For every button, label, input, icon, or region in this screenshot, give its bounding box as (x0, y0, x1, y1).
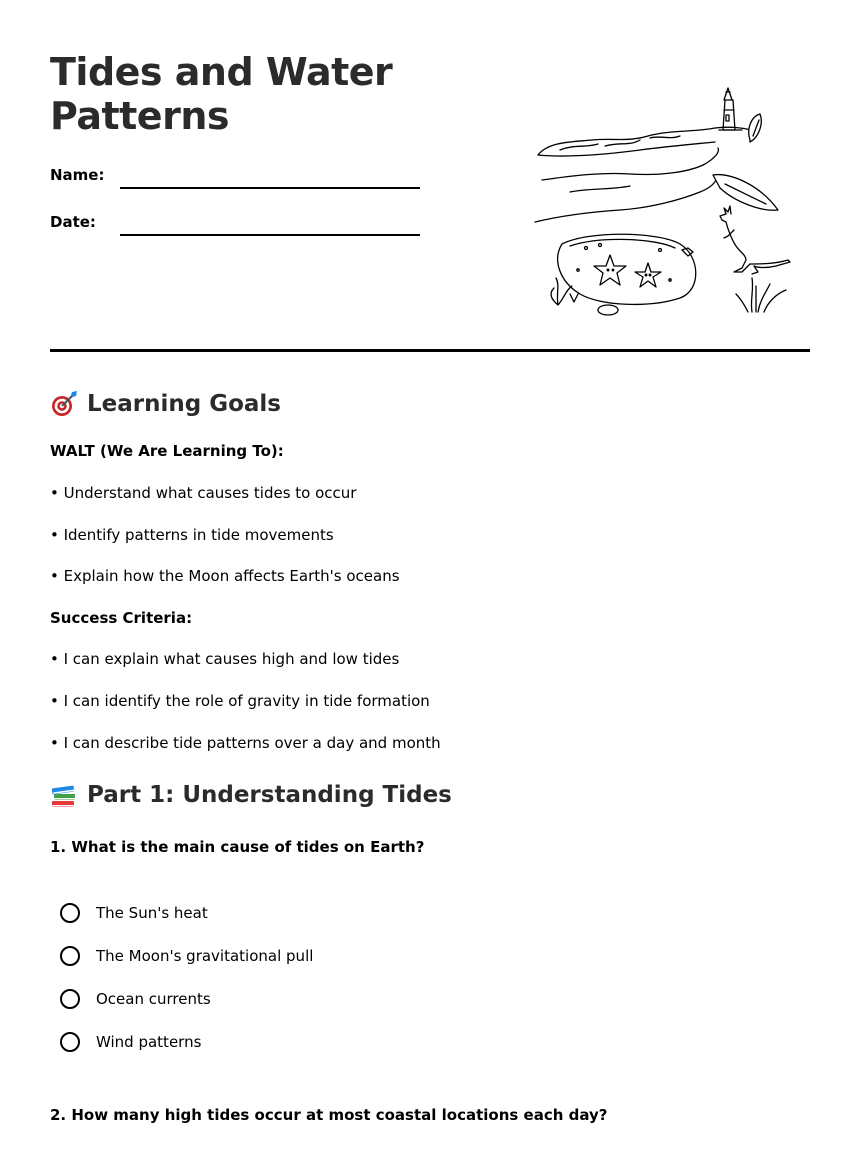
question-1-text: 1. What is the main cause of tides on Earth? (50, 838, 425, 856)
question-1-option[interactable] (60, 1030, 201, 1054)
name-label: Name: (50, 166, 105, 184)
success-criteria-label: Success Criteria: (50, 609, 193, 627)
learning-goals-heading (50, 390, 281, 418)
learning-goals-title: Learning Goals (87, 391, 281, 417)
radio-button[interactable] (60, 946, 80, 966)
question-1-option[interactable] (60, 901, 208, 925)
radio-button[interactable] (60, 903, 80, 923)
success-criteria-item: • I can describe tide patterns over a day and month (50, 734, 441, 752)
walt-label: WALT (We Are Learning To): (50, 442, 284, 460)
radio-button[interactable] (60, 1032, 80, 1052)
title-line-1: Tides and Water (50, 50, 393, 94)
option-label: The Sun's heat (96, 904, 208, 922)
radio-button[interactable] (60, 989, 80, 1009)
question-1-option[interactable] (60, 944, 313, 968)
date-field[interactable] (120, 234, 420, 236)
title-line-2: Patterns (50, 94, 229, 138)
question-2-text: 2. How many high tides occur at most coastal locations each day? (50, 1106, 608, 1124)
option-label: The Moon's gravitational pull (96, 947, 314, 965)
option-label: Wind patterns (96, 1033, 202, 1051)
walt-item: • Identify patterns in tide movements (50, 526, 334, 544)
books-icon (50, 781, 78, 809)
success-criteria-item: • I can identify the role of gravity in tide formation (50, 692, 430, 710)
date-label: Date: (50, 213, 96, 231)
question-1-option[interactable] (60, 987, 211, 1011)
success-criteria-item: • I can explain what causes high and low tides (50, 650, 400, 668)
direct-hit-target-icon (50, 390, 78, 418)
section-divider (50, 349, 810, 352)
walt-item: • Explain how the Moon affects Earth's oceans (50, 567, 400, 585)
option-label: Ocean currents (96, 990, 211, 1008)
name-field[interactable] (120, 187, 420, 189)
walt-item: • Understand what causes tides to occur (50, 484, 357, 502)
coastal-scene-illustration (530, 80, 792, 320)
part1-heading (50, 781, 452, 809)
worksheet-title (50, 50, 470, 138)
part1-title: Part 1: Understanding Tides (87, 782, 452, 808)
